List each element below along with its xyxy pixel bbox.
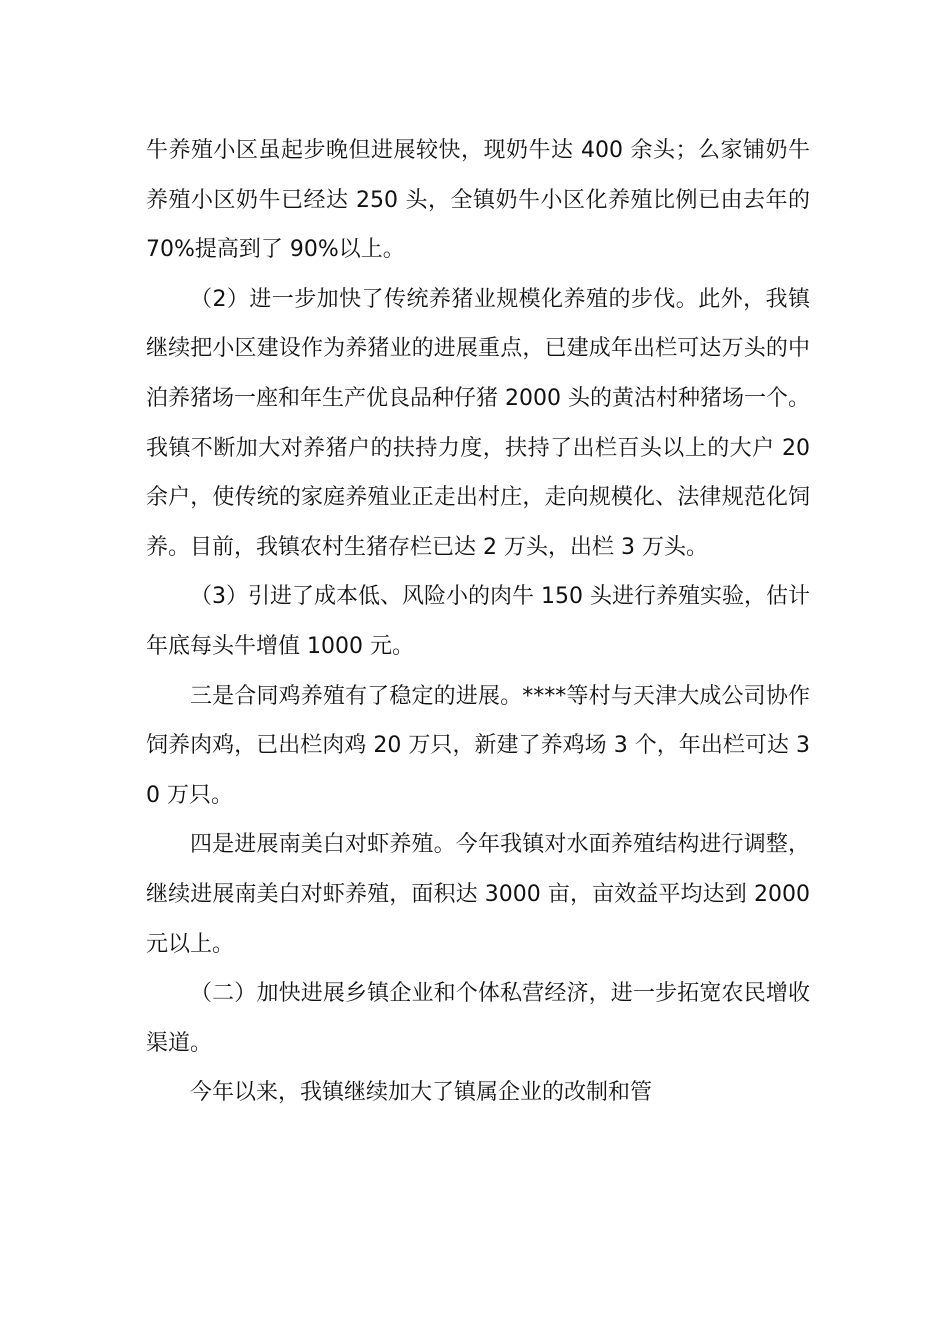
paragraph-shrimp-farming: 四是进展南美白对虾养殖。今年我镇对水面养殖结构进行调整，继续进展南美白对虾养殖，面积达 3000 亩，亩效益平均达到 2000 元以上。	[146, 832, 810, 957]
paragraph-dairy-continuation: 牛养殖小区虽起步晚但进展较快，现奶牛达 400 余头；么家铺奶牛养殖小区奶牛已经达 250 头，全镇奶牛小区化养殖比例已由去年的 70%提高到了 90%以上。	[146, 138, 810, 263]
paragraph-beef-cattle: （3）引进了成本低、风险小的肉牛 150 头进行养殖实验，估计年底每头牛增值 1000 元。	[146, 584, 810, 659]
paragraph-contract-chicken: 三是合同鸡养殖有了稳定的进展。****等村与天津大成公司协作饲养肉鸡，已出栏肉鸡 20 万只，新建了养鸡场 3 个，年出栏可达 30 万只。	[146, 683, 810, 808]
paragraph-enterprise-reform: 今年以来，我镇继续加大了镇属企业的改制和管	[190, 1080, 653, 1106]
document-body	[146, 126, 810, 1118]
paragraph-section-heading-enterprise: （二）加快进展乡镇企业和个体私营经济，进一步拓宽农民增收渠道。	[146, 981, 810, 1056]
paragraph-pig-farming: （2）进一步加快了传统养猪业规模化养殖的步伐。此外，我镇继续把小区建设作为养猪业的进展重点，已建成年出栏可达万头的中泊养猪场一座和年生产优良品种仔猪 2000 头的黄沽村种猪场一个。我镇不断加大对养猪户的扶持力度，扶持了出栏百头以上的大户 20 余户，使传统的家庭养殖业正走出村庄，走向规模化、法律规范化饲养。目前，我镇农村生猪存栏已达 2 万头，出栏 3 万头。	[146, 286, 810, 560]
